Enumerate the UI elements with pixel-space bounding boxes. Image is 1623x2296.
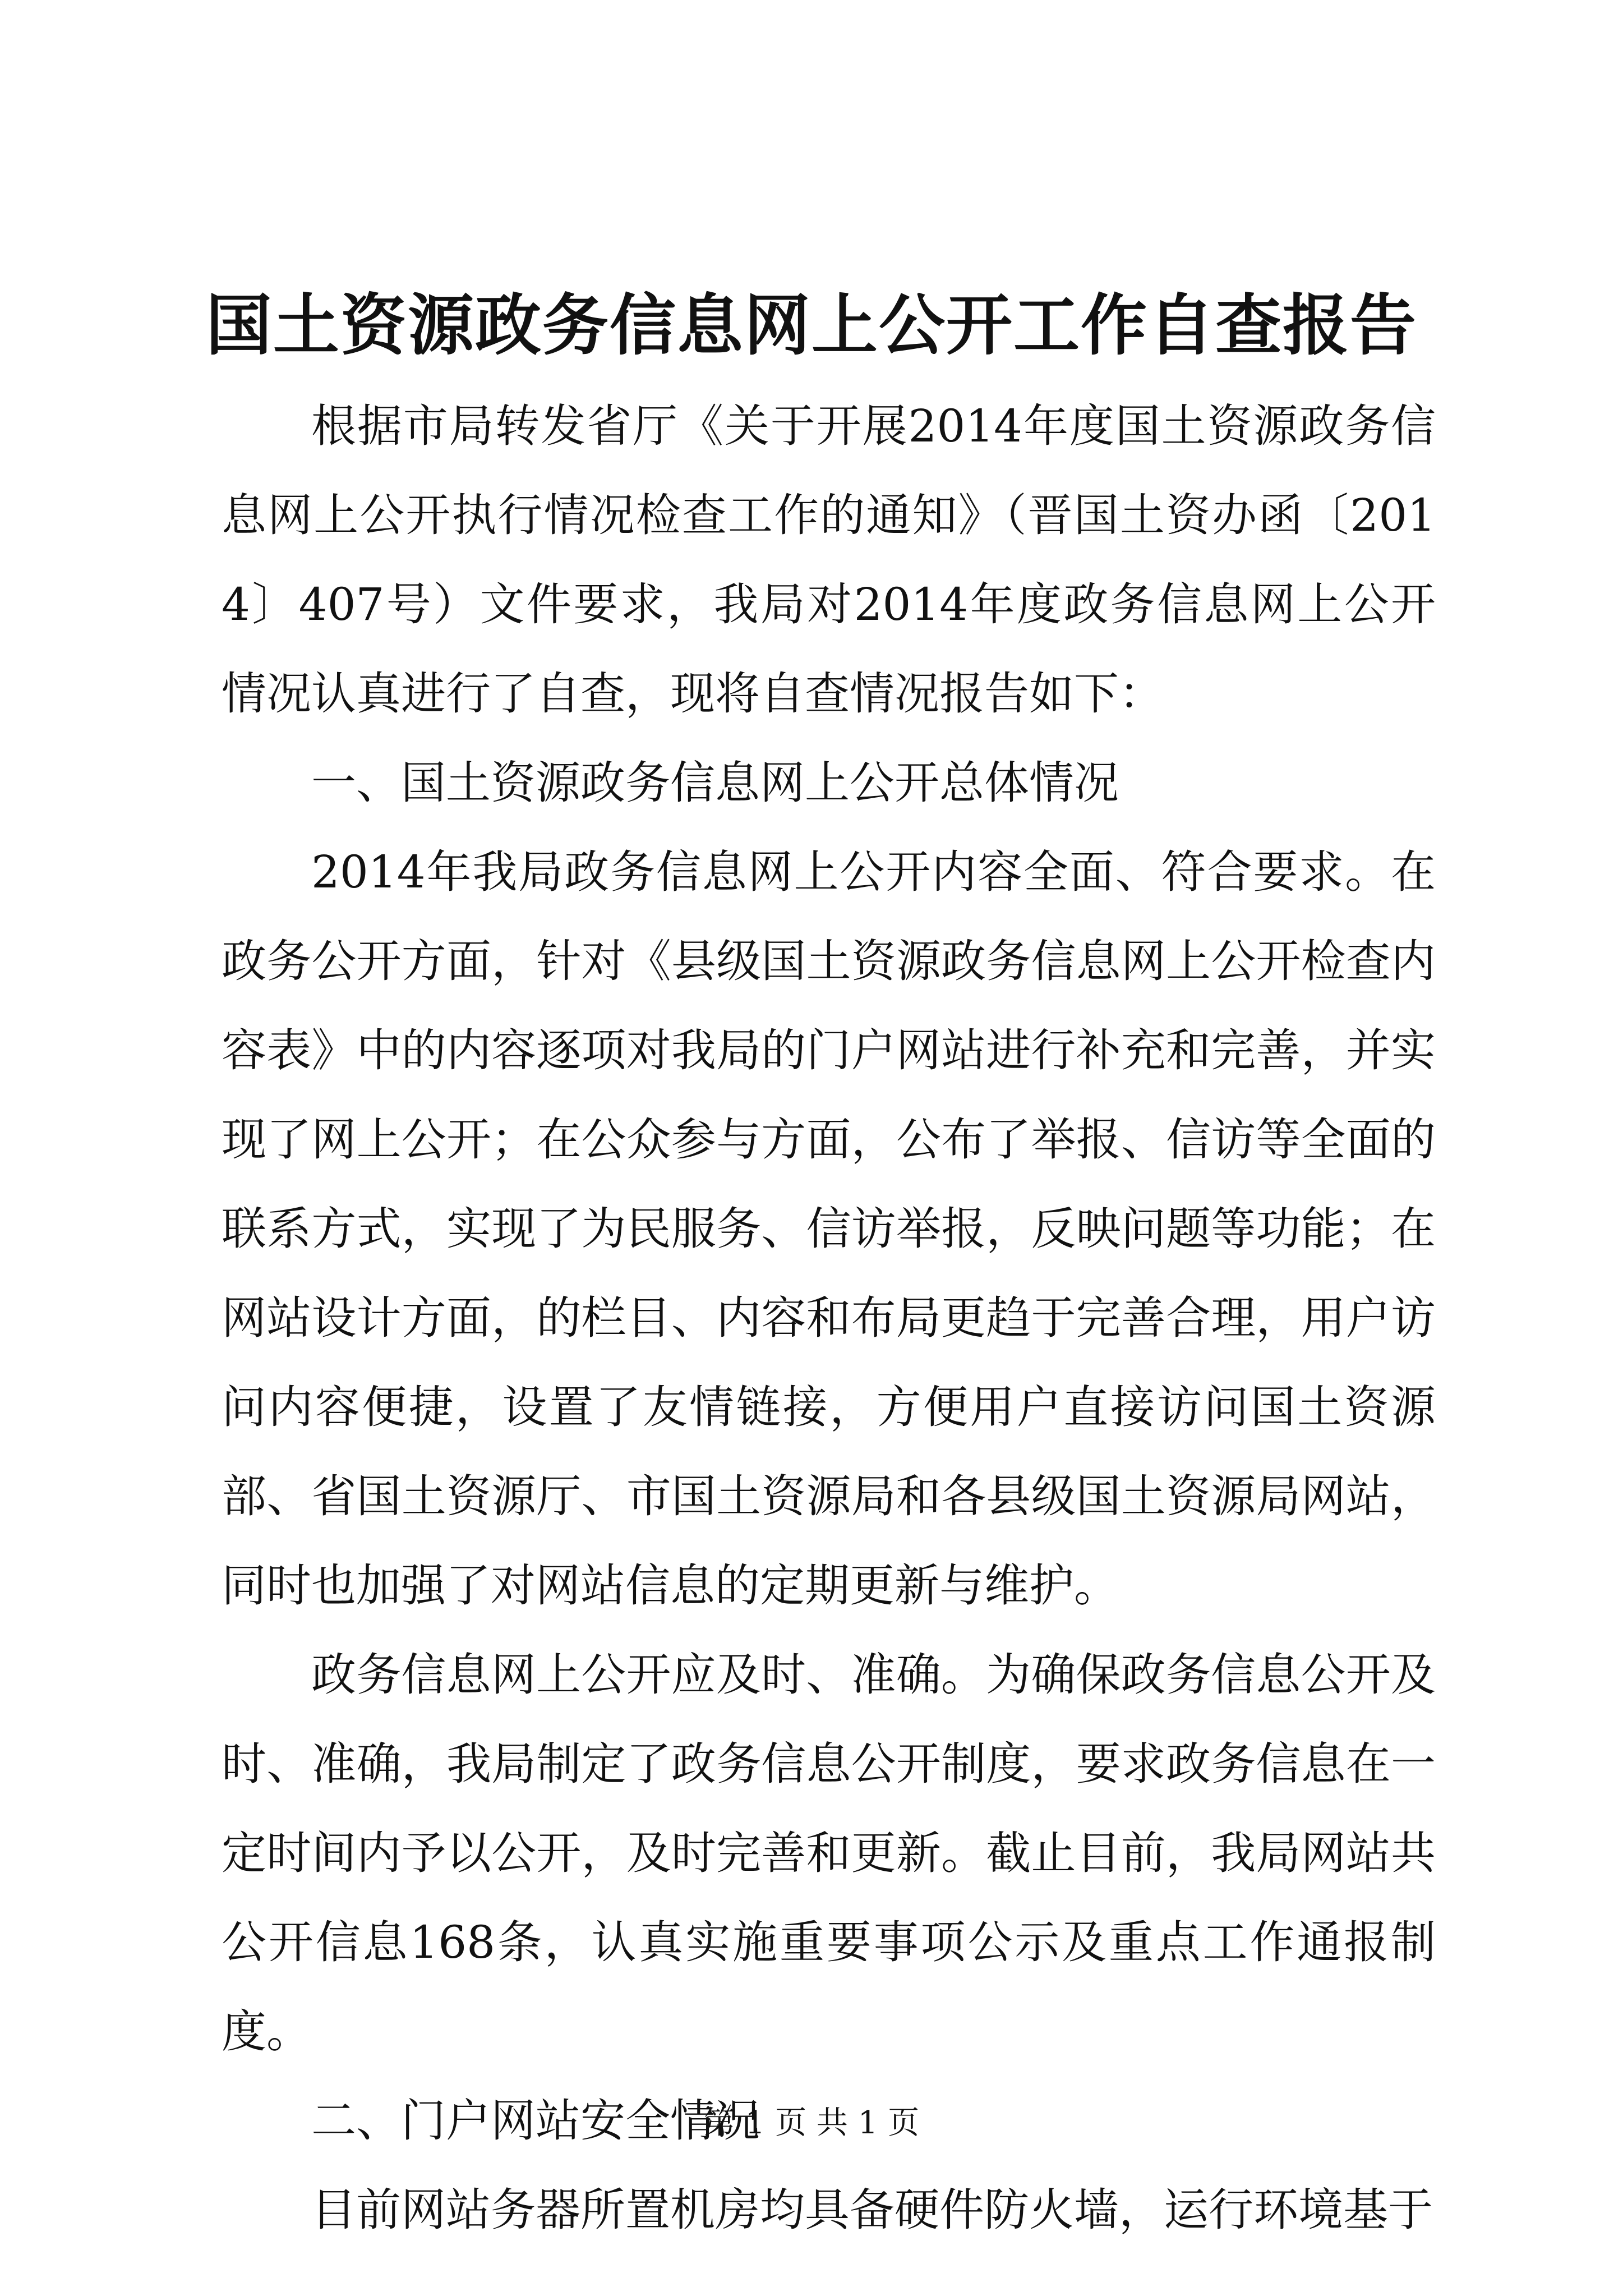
document-title: 国土资源政务信息网上公开工作自查报告 bbox=[205, 286, 1417, 364]
paragraph-timeliness: 政务信息网上公开应及时、准确。为确保政务信息公开及时、准确，我局制定了政务信息公开制度，要求政务信息在一定时间内予以公开，及时完善和更新。截止目前，我局网站共公开信息168条，认真实施重要事项公示及重点工作通报制度。 bbox=[222, 1649, 1436, 2058]
paragraph-website-security: 目前网站务器所置机房均具备硬件防火墙，运行环境基于 bbox=[311, 2184, 1433, 2236]
document-body bbox=[222, 381, 1436, 2254]
page-footer: 第 1 页 共 1 页 bbox=[703, 2105, 920, 2141]
paragraph-overall-situation: 2014年我局政务信息网上公开内容全面、符合要求。在政务公开方面，针对《县级国土资源政务信息网上公开检查内容表》中的内容逐项对我局的门户网站进行补充和完善，并实现了网上公开；在公众参与方面，公布了举报、信访等全面的联系方式，实现了为民服务、信访举报，反映问题等功能；在网站设计方面，的栏目、内容和布局更趋于完善合理，用户访问内容便捷，设置了友情链接，方便用户直接访问国土资源部、省国土资源厅、市国土资源局和各县级国土资源局网站，同时也加强了对网站信息的定期更新与维护。 bbox=[222, 846, 1436, 1612]
section-heading-1: 一、国土资源政务信息网上公开总体情况 bbox=[311, 757, 1119, 809]
paragraph-intro: 根据市局转发省厅《关于开展2014年度国土资源政务信息网上公开执行情况检查工作的通知》（晋国土资办函〔2014〕407号）文件要求，我局对2014年度政务信息网上公开情况认真进行了自查，现将自查情况报告如下： bbox=[222, 400, 1436, 720]
section-heading-2: 二、门户网站安全情况 bbox=[311, 2095, 760, 2147]
